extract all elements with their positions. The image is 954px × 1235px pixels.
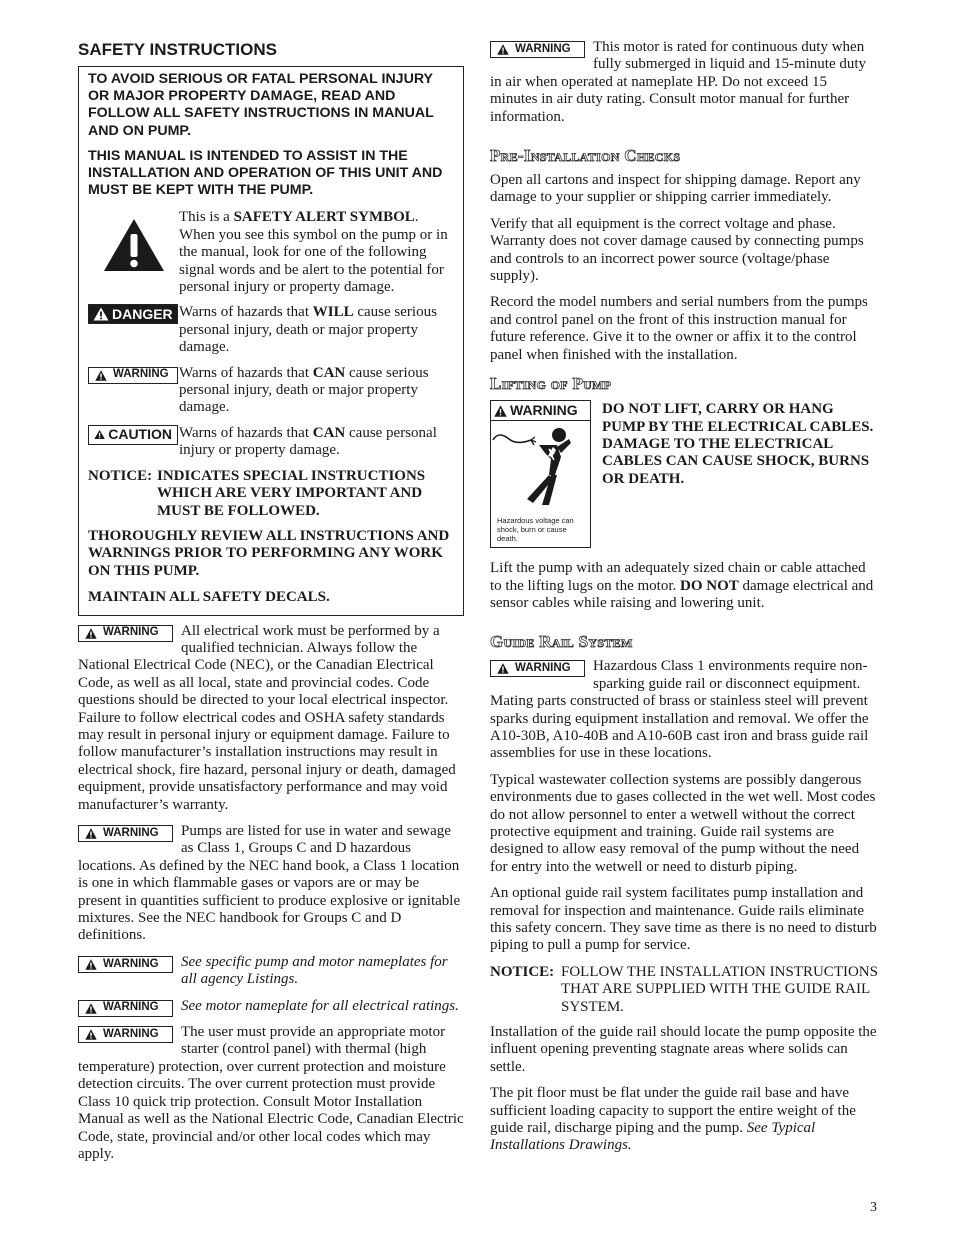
guide-rail-notice xyxy=(490,964,878,1016)
alert-triangle-icon xyxy=(94,428,105,441)
caution-label-text: CAUTION xyxy=(108,426,172,443)
warning-label xyxy=(78,956,173,973)
guide-rail-heading: Guide Rail System xyxy=(490,632,633,652)
alert-triangle-icon xyxy=(93,307,109,321)
warning-guide-rail xyxy=(490,658,878,762)
caution-text xyxy=(179,425,455,460)
warning-paragraph-text: See motor nameplate for all electrical ratings. xyxy=(181,997,459,1014)
notice-block xyxy=(88,468,455,520)
warning-paragraph-text: Pumps are listed for use in water and sewage as Class 1, Groups C and D hazardous locations. As defined by the NEC hand book, a Class 1 location is one in which flammable gases or vapors are or may be present in quantities sufficient to produce explosive or ignitable mixtures. See the NEC handbook for Groups C and D definitions. xyxy=(78,823,461,944)
warning-label-text: WARNING xyxy=(103,826,159,839)
warning-electrical-ratings xyxy=(78,998,464,1015)
left-column xyxy=(78,38,464,1172)
warning-paragraph-text: The user must provide an appropriate motor starter (control panel) with thermal (high temperature) protection, over current protection and moisture detection circuits. The over current protection must provide Class 10 quick trip protection. Consult Motor Installation Manual as well as the National Electric Code, Canadian Electric Code, state, provincial and/or other local codes which may apply. xyxy=(78,1024,464,1162)
warning-label xyxy=(78,1026,173,1043)
alert-triangle-icon xyxy=(95,370,107,381)
pre-install-paragraph-3: Record the model numbers and serial numbers from the pumps and control panel on the front of this instruction manual for future reference. Give it to the owner or affix it to the control panel when finished with the installation. xyxy=(490,294,868,363)
lifting-warning-text: DO NOT LIFT, CARRY OR HANG PUMP BY THE ELECTRICAL CABLES. DAMAGE TO THE ELECTRICAL CABLES CAN CAUSE SHOCK, BURNS OR DEATH. xyxy=(602,401,874,487)
guide-rail-paragraph-1: Typical wastewater collection systems are possibly dangerous environments due to gases collected in the wet well. Most codes do not allow personnel to enter a wetwell without the correct protective equipment and training. Guide rail systems are designed to allow easy removal of the pump without the need for entry into the wetwell or need to disturb piping. xyxy=(490,771,876,875)
pre-install-paragraph-2: Verify that all equipment is the correct voltage and phase. Warranty does not cover damage caused by connecting pumps and controls to an incorrect power source (voltage/phase supply). xyxy=(490,215,864,285)
warning-label-text: WARNING xyxy=(103,957,159,970)
danger-row xyxy=(88,304,455,356)
danger-text-bold: WILL xyxy=(312,304,354,321)
symbol-text-bold: SAFETY ALERT SYMBOL xyxy=(233,209,415,226)
lifting-heading: Lifting of Pump xyxy=(490,374,612,394)
safety-alert-symbol-icon xyxy=(88,209,179,296)
alert-triangle-icon xyxy=(85,1029,97,1040)
shock-hazard-graphic xyxy=(490,400,591,548)
alert-triangle-icon xyxy=(85,959,97,970)
warning-label xyxy=(490,660,585,677)
drawings-reference: See Typical Installations Drawings. xyxy=(490,1120,816,1154)
warning-electrical-work xyxy=(78,623,464,814)
right-column xyxy=(490,38,878,1164)
alert-triangle-icon xyxy=(85,828,97,839)
warning-agency-listings xyxy=(78,954,464,989)
graphic-warning-label: WARNING xyxy=(510,401,578,418)
safety-box xyxy=(78,66,464,616)
danger-text-post: cause serious personal injury, death or major property damage. xyxy=(179,304,437,356)
warning-label xyxy=(78,1000,173,1017)
alert-triangle-icon xyxy=(85,628,97,639)
warning-class1-locations xyxy=(78,823,464,945)
caution-row xyxy=(88,425,455,460)
alert-triangle-icon xyxy=(494,405,507,417)
maintain-decals-text: MAINTAIN ALL SAFETY DECALS. xyxy=(88,589,330,606)
lifting-paragraph xyxy=(490,560,878,612)
lifting-text-pre: Lift the pump with an adequately sized chain or cable attached to the lifting lugs on the motor. xyxy=(490,560,866,594)
symbol-text-pre: This is a xyxy=(179,209,234,226)
warning-label-text: WARNING xyxy=(103,626,159,639)
warning-text xyxy=(179,365,455,417)
warning-text-post: cause serious personal injury, death or major property damage. xyxy=(179,364,429,416)
warning-text-bold: CAN xyxy=(312,364,346,381)
graphic-caption: Hazardous voltage can shock, burn or cause death. xyxy=(497,516,574,544)
lifting-warning-block xyxy=(490,400,878,548)
caution-text-bold: CAN xyxy=(312,424,346,441)
alert-triangle-icon xyxy=(497,44,509,55)
pre-installation-heading: Pre-Installation Checks xyxy=(490,146,681,166)
danger-label xyxy=(88,304,178,324)
alert-triangle-icon xyxy=(85,1003,97,1014)
danger-label-text: DANGER xyxy=(112,305,173,322)
warning-label-text: WARNING xyxy=(103,1001,159,1014)
warning-row xyxy=(88,365,455,417)
safety-alert-text xyxy=(179,209,455,296)
lifting-text-bold: DO NOT xyxy=(680,577,739,594)
warning-label-text: WARNING xyxy=(103,1027,159,1040)
warning-motor-duty xyxy=(490,39,878,126)
notice-label: NOTICE: xyxy=(88,467,153,484)
caution-text-post: cause personal injury or property damage. xyxy=(179,424,437,459)
notice-text: INDICATES SPECIAL INSTRUCTIONS WHICH ARE VERY IMPORTANT AND MUST BE FOLLOWED. xyxy=(157,467,426,519)
guide-rail-paragraph-3: Installation of the guide rail should locate the pump opposite the influent opening preventing stagnate areas where solids can settle. xyxy=(490,1024,877,1075)
notice-label: NOTICE: xyxy=(490,963,555,980)
guide-rail-text: The pit floor must be flat under the guide rail base and have sufficient loading capacity to support the entire weight of the guide rail, discharge piping and the pump. xyxy=(490,1085,856,1137)
danger-text-pre: Warns of hazards that xyxy=(179,304,313,321)
caution-text-pre: Warns of hazards that xyxy=(179,424,313,441)
guide-rail-paragraph-2: An optional guide rail system facilitates pump installation and removal for inspection and maintenance. Guide rails eliminate this safety concern. They save time as there is no need to disturb piping to pull a pump for service. xyxy=(490,885,877,954)
warning-paragraph-text: All electrical work must be performed by a qualified technician. Always follow the National Electrical Code (NEC), or the Canadian Electrical Code, as well as all local, state and provincial codes. Code questions should be directed to your local electrical inspector. Failure to follow electrical codes and OSHA safety standards may result in personal injury or equipment damage. Failure to follow manufacturer’s installation instructions may result in electrical shock, fire hazard, personal injury or death, damaged equipment, provide unsatisfactory performance and may void manufacturer’s warranty. xyxy=(78,622,456,813)
warning-text-pre: Warns of hazards that xyxy=(179,364,313,381)
pre-install-paragraph-1: Open all cartons and inspect for shipping damage. Report any damage to your supplier or shipping carrier immediately. xyxy=(490,172,861,206)
safety-box-caps-2: THIS MANUAL IS INTENDED TO ASSIST IN THE INSTALLATION AND OPERATION OF THIS UNIT AND MUST BE KEPT WITH THE PUMP. xyxy=(88,147,443,199)
warning-label xyxy=(490,41,585,58)
lifting-text-post: damage electrical and sensor cables while raising and lowering unit. xyxy=(490,577,874,611)
warning-label xyxy=(88,367,178,384)
warning-paragraph-text: This motor is rated for continuous duty when fully submerged in liquid and 15-minute duty in air when operated at nameplate HP. Do not exceed 15 minutes in air duty rating. Consult motor manual for further information. xyxy=(490,39,867,125)
warning-motor-starter xyxy=(78,1024,464,1163)
graphic-warning-header xyxy=(491,401,590,421)
safety-instructions-title: SAFETY INSTRUCTIONS xyxy=(78,40,277,59)
danger-text xyxy=(179,304,455,356)
safety-box-caps-1: TO AVOID SERIOUS OR FATAL PERSONAL INJURY OR MAJOR PROPERTY DAMAGE, READ AND FOLLOW ALL SAFETY INSTRUCTIONS IN MANUAL AND ON PUMP. xyxy=(88,71,434,139)
warning-label-text: WARNING xyxy=(113,368,169,381)
review-instructions-text: THOROUGHLY REVIEW ALL INSTRUCTIONS AND WARNINGS PRIOR TO PERFORMING ANY WORK ON THIS PUMP. xyxy=(88,527,450,579)
left-warnings xyxy=(78,623,464,1164)
warning-paragraph-text: See specific pump and motor nameplates for all agency Listings. xyxy=(181,953,448,988)
alert-triangle-icon xyxy=(497,663,509,674)
caution-label xyxy=(88,425,178,445)
electric-shock-person-icon xyxy=(491,423,590,513)
guide-rail-paragraph-4 xyxy=(490,1085,878,1155)
safety-alert-symbol-row xyxy=(88,209,455,296)
warning-paragraph-text: Hazardous Class 1 environments require non-sparking guide rail or disconnect equipment. Mating parts constructed of brass or stainless steel will prevent sparks during equipment installation and removal. We offer the A10-30B, A10-40B and A10-60B cast iron and brass guide rail assemblies for use in these locations. xyxy=(490,658,869,762)
page-number: 3 xyxy=(870,1200,877,1215)
warning-label xyxy=(78,625,173,642)
warning-label-text: WARNING xyxy=(515,662,571,675)
notice-text: FOLLOW THE INSTALLATION INSTRUCTIONS THAT ARE SUPPLIED WITH THE GUIDE RAIL SYSTEM. xyxy=(561,963,878,1015)
symbol-text-post: . When you see this symbol on the pump or in the manual, look for one of the following signal words and be alert to the potential for personal injury or property damage. xyxy=(179,209,448,296)
warning-label-text: WARNING xyxy=(515,42,571,55)
warning-label xyxy=(78,825,173,842)
